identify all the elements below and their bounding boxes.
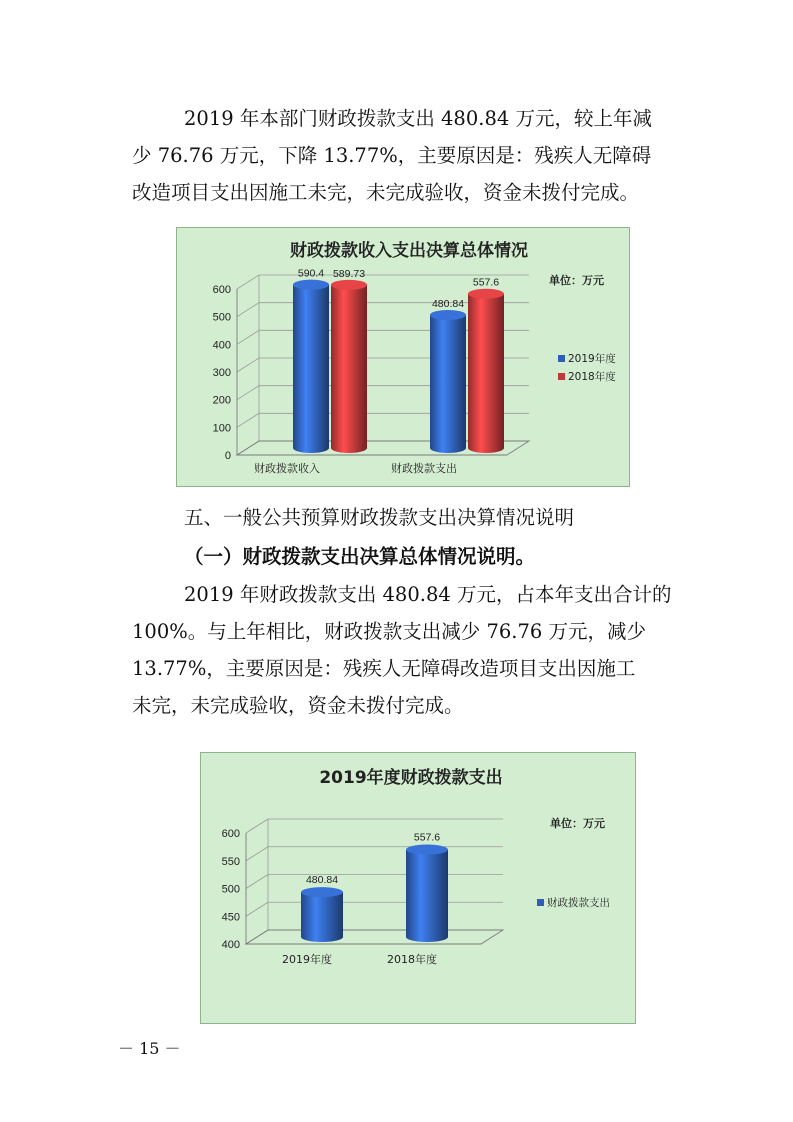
chart-1-data-label: 557.6 [472,276,500,289]
chart-1-y-tick-label: 100 [212,422,231,435]
chart-1-x-tick-label: 财政拨款收入 [254,462,320,475]
chart-1-bar-0-0-top [293,280,329,290]
chart-2-unit-label: 单位：万元 [550,817,605,830]
paragraph-2-line-3: 13.77%，主要原因是：残疾人无障碍改造项目支出因施工 [132,657,636,680]
chart-2-x-tick-label: 2019年度 [282,953,332,966]
chart-1-unit-label: 单位：万元 [549,274,604,287]
chart-1-bar-1-1-top [468,289,504,299]
chart-1-grid-diagonal [237,330,259,344]
chart-2-x-tick-label: 2018年度 [387,953,437,966]
chart-1-legend-label-0: 2019年度 [568,353,616,365]
chart-1-y-tick-label: 600 [212,284,231,296]
chart-1-y-tick-label: 300 [212,367,231,379]
chart-1-y-tick-label: 400 [212,339,231,352]
chart-expense-2019-svg [201,753,635,1023]
chart-1-bar-0-1-body [331,285,367,453]
page-number: － 15 － [118,1039,181,1058]
chart-1-legend-swatch-1 [558,373,565,380]
chart-1-data-label: 589.73 [332,267,366,280]
paragraph-2-line-1: 2019 年财政拨款支出 480.84 万元，占本年支出合计的 [184,583,672,606]
paragraph-2-line-2: 100%。与上年相比，财政拨款支出减少 76.76 万元，减少 [132,620,646,643]
section-heading-5: 五、一般公共预算财政拨款支出决算情况说明 [184,506,575,529]
chart-expense-2019 [200,752,636,1024]
chart-1-bar-0-1-top [331,280,367,290]
chart-2-legend-label: 财政拨款支出 [547,897,610,909]
chart-2-y-tick-label: 400 [221,939,240,951]
chart-2-y-tick-label: 450 [221,911,240,924]
chart-1-grid-diagonal [237,413,259,427]
chart-1-legend-swatch-0 [558,355,565,362]
chart-2-grid-diagonal [246,902,268,916]
chart-1-title: 财政拨款收入支出决算总体情况 [290,241,528,261]
paragraph-1-line-3: 改造项目支出因施工未完，未完成验收，资金未拨付完成。 [132,181,640,204]
chart-2-y-tick-label: 600 [221,828,240,840]
chart-2-data-label: 480.84 [305,874,339,887]
paragraph-1-line-2: 少 76.76 万元，下降 13.77%，主要原因是：残疾人无障碍 [132,144,652,167]
paragraph-2-line-4: 未完，未完成验收，资金未拨付完成。 [132,694,464,717]
paragraph-2 [132,576,672,724]
subsection-heading-1: （一）财政拨款支出决算总体情况说明。 [184,545,536,568]
chart-1-data-label: 480.84 [431,297,465,310]
chart-2-y-tick-label: 500 [221,883,240,896]
chart-1-grid-diagonal [237,275,259,289]
chart-1-grid-diagonal [237,358,259,372]
chart-2-floor [246,930,503,944]
chart-1-legend-label-1: 2018年度 [568,371,616,383]
chart-2-bar-0-body [301,892,343,942]
paragraph-1-line-1: 2019 年本部门财政拨款支出 480.84 万元，较上年减 [184,107,652,130]
chart-income-expense [176,227,630,487]
chart-1-data-label: 590.4 [297,267,325,280]
chart-2-y-tick-label: 550 [221,855,240,868]
chart-2-grid-diagonal [246,875,268,889]
chart-1-y-tick-label: 0 [224,450,231,462]
chart-2-grid-diagonal [246,819,268,833]
chart-income-expense-svg [177,228,629,486]
chart-1-grid-diagonal [237,303,259,317]
chart-1-x-tick-label: 财政拨款支出 [391,462,457,475]
chart-1-y-tick-label: 200 [212,394,231,407]
chart-1-bar-0-0-body [293,285,329,453]
chart-2-data-label: 557.6 [413,831,441,844]
chart-2-legend-swatch [537,899,544,906]
chart-1-grid-diagonal [237,386,259,400]
chart-2-title: 2019年度财政拨款支出 [319,768,503,788]
chart-2-grid-diagonal [246,847,268,861]
chart-1-y-tick-label: 500 [212,311,231,324]
chart-1-bar-1-1-body [468,294,504,453]
chart-1-bar-1-0-top [430,310,466,320]
chart-1-bar-1-0-body [430,315,466,453]
chart-2-bar-1-top [406,845,448,855]
chart-2-bar-0-top [301,887,343,897]
paragraph-1 [132,100,672,211]
chart-2-bar-1-body [406,850,448,942]
